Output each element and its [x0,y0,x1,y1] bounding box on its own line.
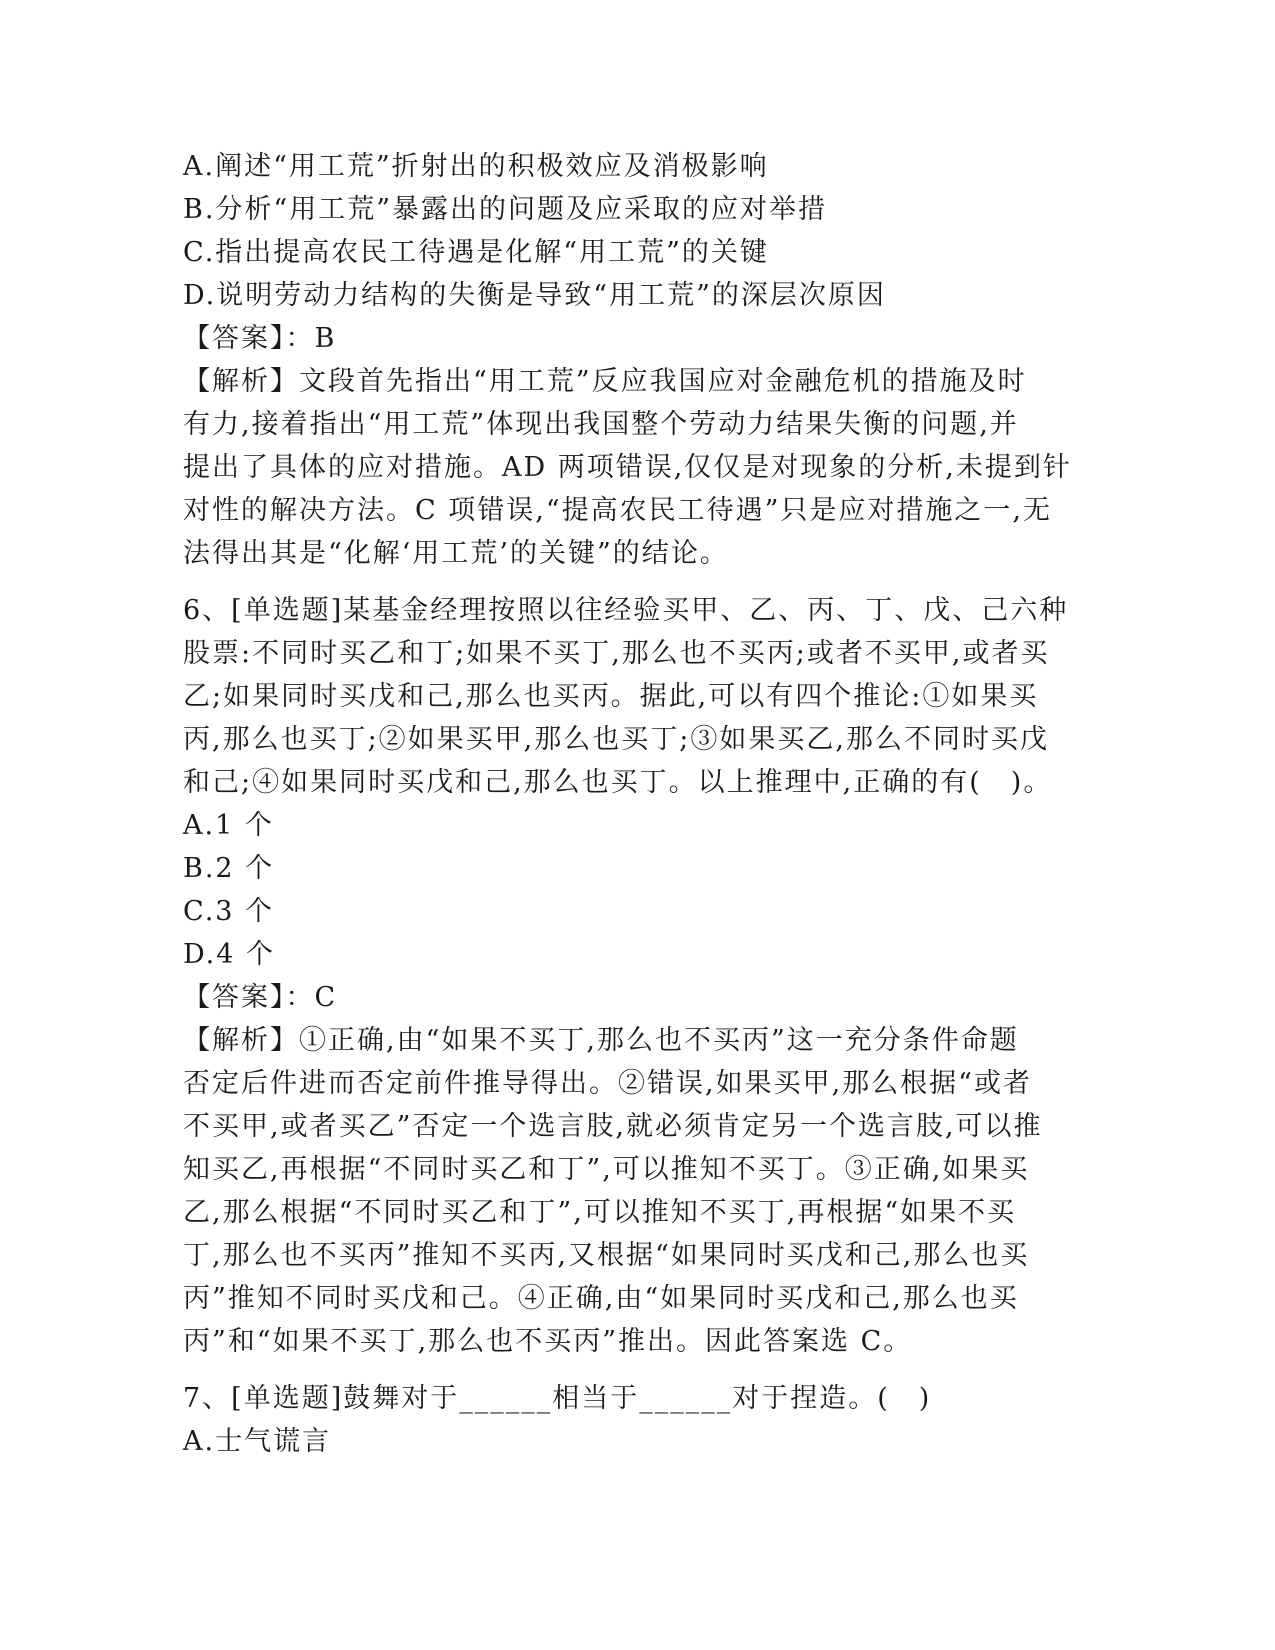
analysis-line: 丙”推知不同时买戊和己。④正确,由“如果同时买戊和己,那么也买 [183,1283,1019,1314]
analysis-line: 法得出其是“化解‘用工荒’的关键”的结论。 [183,538,729,569]
question-stem-line: 丙,那么也买丁;②如果买甲,那么也买丁;③如果买乙,那么不同时买戊 [183,724,1049,755]
question-stem-line: 6、[单选题]某基金经理按照以往经验买甲、乙、丙、丁、戊、己六种 [183,595,1069,626]
option-b: B.2 个 [183,853,275,884]
analysis-line: 提出了具体的应对措施。AD 两项错误,仅仅是对现象的分析,未提到针 [183,452,1072,483]
analysis-line: 知买乙,再根据“不同时买乙和丁”,可以推知不买丁。③正确,如果买 [183,1154,1030,1185]
question-stem-line: 股票:不同时买乙和丁;如果不买丁,那么也不买丙;或者不买甲,或者买 [183,638,1050,669]
analysis-line: 【解析】文段首先指出“用工荒”反应我国应对金融危机的措施及时 [183,366,1027,397]
spacer [183,575,1083,589]
question-stem-line: 乙;如果同时买戊和己,那么也买丙。据此,可以有四个推论:①如果买 [183,681,1039,712]
option-a: A.1 个 [183,810,274,841]
q5-analysis [183,360,1083,575]
analysis-line: 对性的解决方法。C 项错误,“提高农民工待遇”只是应对措施之一,无 [183,495,1053,526]
q5-answer: 【答案】：B [183,323,337,354]
analysis-line: 不买甲,或者买乙”否定一个选言肢,就必须肯定另一个选言肢,可以推 [183,1111,1043,1142]
q7-stem: 7、[单选题]鼓舞对于______相当于______对于捏造。( ) [183,1383,932,1414]
analysis-line: 丙”和“如果不买丁,那么也不买丙”推出。因此答案选 C。 [183,1326,913,1357]
question-stem-line: 和己;④如果同时买戊和己,那么也买丁。以上推理中,正确的有( )。 [183,767,1053,798]
q6-options [183,804,1083,976]
option-d: D.4 个 [183,939,276,970]
analysis-line: 【解析】①正确,由“如果不买丁,那么也不买丙”这一充分条件命题 [183,1025,1019,1056]
spacer [183,1363,1083,1377]
option-c: C.3 个 [183,896,275,927]
analysis-line: 乙,那么根据“不同时买乙和丁”,可以推知不买丁,再根据“如果不买 [183,1197,1017,1228]
option-a: A.阐述“用工荒”折射出的积极效应及消极影响 [183,151,769,182]
document-page [183,145,1083,1463]
q6-analysis [183,1019,1083,1363]
analysis-line: 丁,那么也不买丙”推知不买丙,又根据“如果同时买戊和己,那么也买 [183,1240,1030,1271]
q6-answer: 【答案】：C [183,982,338,1013]
analysis-line: 否定后件进而否定前件推导得出。②错误,如果买甲,那么根据“或者 [183,1068,1032,1099]
q6-stem [183,589,1083,804]
option-c: C.指出提高农民工待遇是化解“用工荒”的关键 [183,237,769,268]
analysis-line: 有力,接着指出“用工荒”体现出我国整个劳动力结果失衡的问题,并 [183,409,1019,440]
option-b: B.分析“用工荒”暴露出的问题及应采取的应对举措 [183,194,828,225]
q7-options [183,1420,1083,1463]
q5-options [183,145,1083,317]
option-a: A.士气谎言 [183,1426,332,1457]
option-d: D.说明劳动力结构的失衡是导致“用工荒”的深层次原因 [183,280,886,311]
